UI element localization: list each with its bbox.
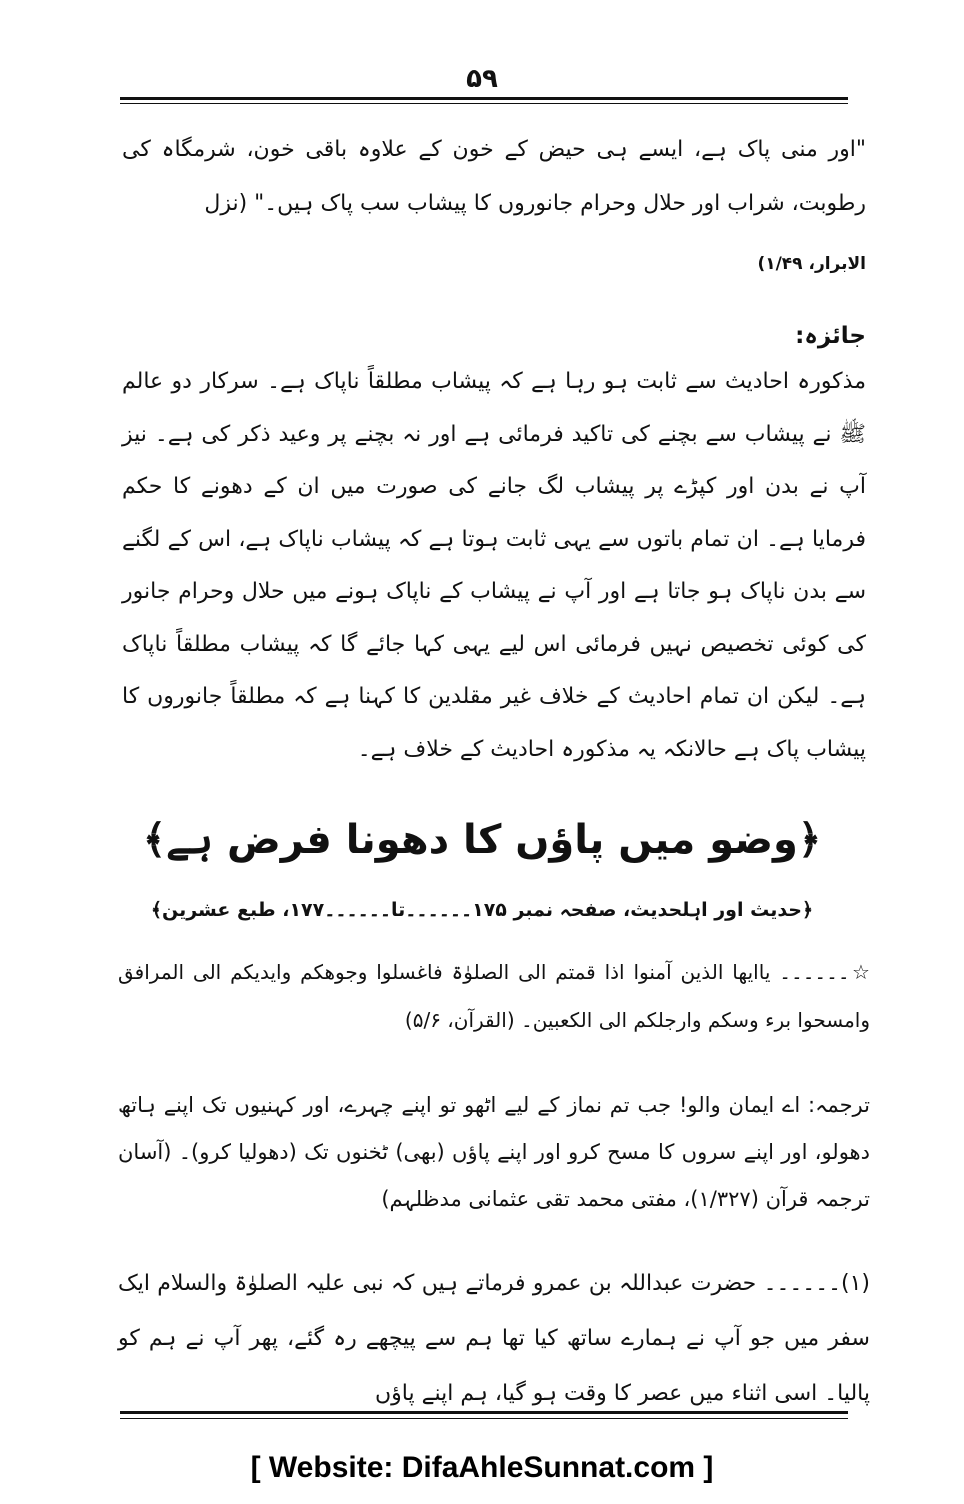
quran-verse: ☆۔۔۔۔۔۔ یاایھا الذین آمنوا اذا قمتم الی الصلوٰۃ فاغسلوا وجوھکم وایدیکم الی المرافق وامسحوا برء وسکم وارجلکم الی الکعبین۔ (القرآن، ۵/۶)	[118, 960, 870, 1032]
header-rule-thin	[120, 103, 848, 104]
review-paragraph: مذکورہ احادیث سے ثابت ہو رہا ہے کہ پیشاب مطلقاً ناپاک ہے۔ سرکار دو عالم ﷺ نے پیشاب سے بچنے کی تاکید فرمائی ہے اور نہ بچنے پر وعید ذکر کی ہے۔ نیز آپ نے بدن اور کپڑے پر پیشاب لگ جانے کی صورت میں ان کے دھونے کا حکم فرمایا ہے۔ ان تمام باتوں سے یہی ثابت ہوتا ہے کہ پیشاب ناپاک ہے، اس کے لگنے سے بدن ناپاک ہو جاتا ہے اور آپ نے پیشاب کے ناپاک ہونے میں حلال وحرام جانور کی کوئی تخصیص نہیں فرمائی اس لیے یہی کہا جائے گا کہ پیشاب مطلقاً ناپاک ہے۔ لیکن ان تمام احادیث کے خلاف غیر مقلدین کا کہنا ہے کہ مطلقاً جانوروں کا پیشاب پاک ہے حالانکہ یہ مذکورہ احادیث کے خلاف ہے۔	[122, 369, 866, 762]
verse-translation: ترجمہ: اے ایمان والو! جب تم نماز کے لیے اٹھو تو اپنے چہرے، اور کہنیوں تک اپنے ہاتھ دھولو، اور اپنے سروں کا مسح کرو اور اپنے پاؤں (بھی) ٹخنوں تک (دھولیا کرو)۔ (آسان ترجمہ قرآن (۱/۳۲۷)، مفتی محمد تقی عثمانی مدظلہم)	[118, 1093, 870, 1211]
quote-paragraph: "اور منی پاک ہے، ایسے ہی حیض کے خون کے علاوہ باقی خون، شرمگاہ کی رطوبت، شراب اور حلال وحرام جانوروں کا پیشاب سب پاک ہیں۔" (نزل	[122, 137, 866, 216]
footer-rule	[120, 1411, 848, 1414]
open-bracket: [	[250, 1451, 261, 1484]
header-rule	[120, 97, 848, 100]
close-bracket: ]	[703, 1451, 714, 1484]
footer-rule-thin	[120, 1418, 848, 1419]
section-reference: ﴿حدیث اور اہلحدیث، صفحہ نمبر ۱۷۵۔۔۔۔۔۔تا۔۔۔۔۔۔۱۷۷، طبع عشرین﴾	[150, 899, 814, 921]
hadith-paragraph: (۱)۔۔۔۔۔۔ حضرت عبداللہ بن عمرو فرماتے ہیں کہ نبی علیہ الصلوٰۃ والسلام ایک سفر میں جو آپ نے ہمارے ساتھ کیا تھا ہم سے پیچھے رہ گئے، پھر آپ نے ہم کو پالیا۔ اسی اثناء میں عصر کا وقت ہو گیا، ہم اپنے پاؤں	[118, 1271, 870, 1406]
review-heading: جائزہ:	[795, 323, 866, 349]
page-number: ۵۹	[466, 64, 498, 94]
website-footer	[0, 1448, 964, 1488]
section-title: ﴿وضو میں پاؤں کا دھونا فرض ہے﴾	[142, 817, 822, 863]
quote-reference: الابرار، ۱/۴۹)	[757, 254, 866, 274]
website-text: Website: DifaAhleSunnat.com	[260, 1451, 704, 1484]
